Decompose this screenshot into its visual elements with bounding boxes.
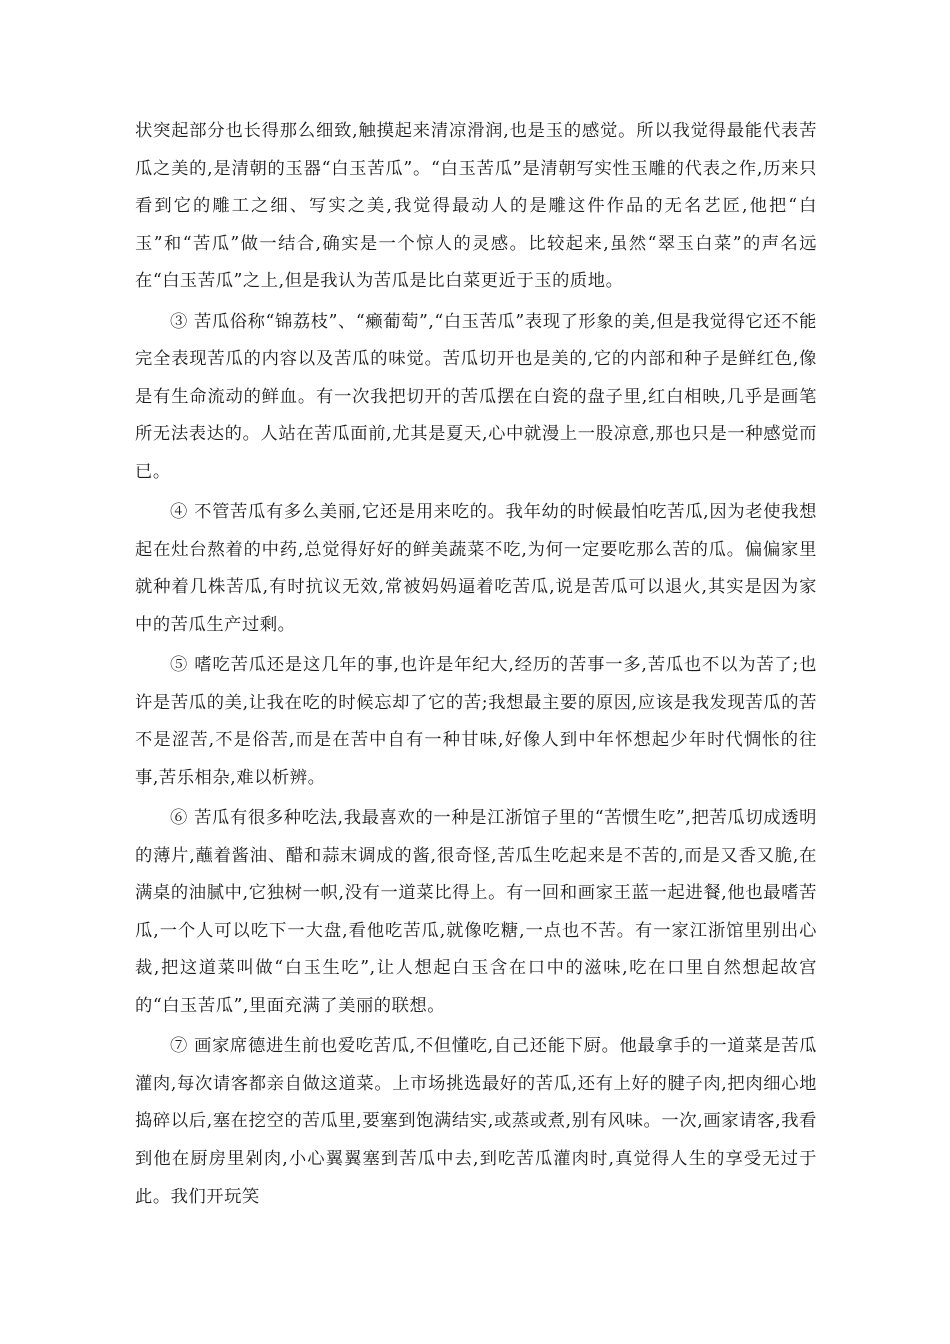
- paragraph-5: ⑤ 嗜吃苦瓜还是这几年的事,也许是年纪大,经历的苦事一多,苦瓜也不以为苦了;也许是苦瓜的美,让我在吃的时候忘却了它的苦;我想最主要的原因,应该是我发现苦瓜的苦不是涩苦,不是俗苦,而是在苦中自有一种甘味,好像人到中年怀想起少年时代惆怅的往事,苦乐相杂,难以析辨。: [135, 655, 817, 788]
- paragraph-4: ④ 不管苦瓜有多么美丽,它还是用来吃的。我年幼的时候最怕吃苦瓜,因为老使我想起在灶台熬着的中药,总觉得好好的鲜美蔬菜不吃,为何一定要吃那么苦的瓜。偏偏家里就种着几株苦瓜,有时抗议无效,常被妈妈逼着吃苦瓜,说是苦瓜可以退火,其实是因为家中的苦瓜生产过剩。: [135, 502, 817, 635]
- document-page: [135, 113, 817, 1219]
- paragraph-7: ⑦ 画家席德进生前也爱吃苦瓜,不但懂吃,自己还能下厨。他最拿手的一道菜是苦瓜灌肉,每次请客都亲自做这道菜。上市场挑选最好的苦瓜,还有上好的腱子肉,把肉细心地捣碎以后,塞在挖空的苦瓜里,要塞到饱满结实,或蒸或煮,别有风味。一次,画家请客,我看到他在厨房里剁肉,小心翼翼塞到苦瓜中去,到吃苦瓜灌肉时,真觉得人生的享受无过于此。我们开玩笑: [135, 1036, 817, 1207]
- paragraph-6: ⑥ 苦瓜有很多种吃法,我最喜欢的一种是江浙馆子里的“苦惯生吃”,把苦瓜切成透明的薄片,蘸着酱油、醋和蒜末调成的酱,很奇怪,苦瓜生吃起来是不苦的,而是又香又脆,在满桌的油腻中,它独树一帜,没有一道菜比得上。有一回和画家王蓝一起进餐,他也最嗜苦瓜,一个人可以吃下一大盘,看他吃苦瓜,就像吃糖,一点也不苦。有一家江浙馆里别出心裁,把这道菜叫做“白玉生吃”,让人想起白玉含在口中的滋味,吃在口里自然想起故宫的“白玉苦瓜”,里面充满了美丽的联想。: [135, 808, 817, 1017]
- paragraph-continuation: 状突起部分也长得那么细致,触摸起来清凉滑润,也是玉的感觉。所以我觉得最能代表苦瓜之美的,是清朝的玉器“白玉苦瓜”。“白玉苦瓜”是清朝写实性玉雕的代表之作,历来只看到它的雕工之细、写实之美,我觉得最动人的是雕这件作品的无名艺匠,他把“白玉”和“苦瓜”做一结合,确实是一个惊人的灵感。比较起来,虽然“翠玉白菜”的声名远在“白玉苦瓜”之上,但是我认为苦瓜是比白菜更近于玉的质地。: [135, 121, 817, 292]
- paragraph-3: ③ 苦瓜俗称“锦荔枝”、“癞葡萄”,“白玉苦瓜”表现了形象的美,但是我觉得它还不能完全表现苦瓜的内容以及苦瓜的味觉。苦瓜切开也是美的,它的内部和种子是鲜红色,像是有生命流动的鲜血。有一次我把切开的苦瓜摆在白瓷的盘子里,红白相映,几乎是画笔所无法表达的。人站在苦瓜面前,尤其是夏天,心中就漫上一股凉意,那也只是一种感觉而已。: [135, 311, 817, 482]
